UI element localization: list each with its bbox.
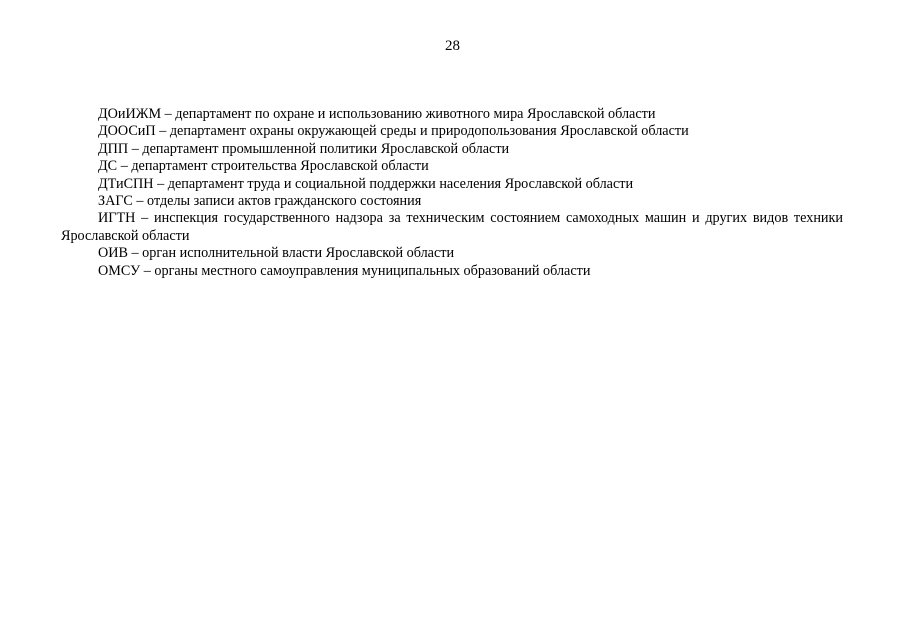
separator: – (128, 140, 143, 157)
abbreviation: ДПП (98, 140, 129, 157)
separator: – (140, 262, 155, 279)
abbreviation-entry (61, 210, 843, 245)
abbreviations-list (61, 106, 843, 280)
abbreviation: ИГТН (98, 210, 136, 227)
definition: органы местного самоуправления муниципальных образований области (154, 262, 591, 279)
abbreviation: ЗАГС (98, 193, 133, 210)
definition: департамент труда и социальной поддержки населения Ярославской области (167, 175, 634, 192)
definition: департамент охраны окружающей среды и природопользования Ярославской области (169, 123, 689, 140)
separator: – (135, 210, 155, 227)
abbreviation-entry (61, 193, 843, 210)
separator: – (164, 106, 176, 122)
definition: отделы записи актов гражданского состояния (147, 193, 422, 210)
abbreviation-entry (61, 141, 843, 158)
separator: – (127, 245, 143, 262)
abbreviation: ДОиИЖМ (98, 106, 165, 122)
abbreviation-entry (61, 106, 843, 123)
separator: – (132, 193, 148, 210)
abbreviation: ДТиСПН (98, 175, 154, 192)
definition: инспекция государственного надзора за техническим состоянием самоходных машин и других видов техники Ярославской области (61, 210, 843, 244)
definition: департамент по охране и использованию животного мира Ярославской области (175, 106, 656, 122)
separator: – (153, 175, 168, 192)
abbreviation-entry (61, 245, 843, 262)
definition: департамент промышленной политики Ярославской области (142, 140, 510, 157)
abbreviation-entry (61, 123, 843, 140)
definition: департамент строительства Ярославской области (131, 158, 429, 175)
abbreviation-entry (61, 263, 843, 280)
abbreviation: ДС (98, 158, 118, 175)
abbreviation: ДООСиП (98, 123, 156, 140)
definition: орган исполнительной власти Ярославской области (142, 245, 455, 262)
page-number: 28 (445, 38, 460, 54)
abbreviation-entry (61, 158, 843, 175)
abbreviation: ОМСУ (98, 262, 141, 279)
separator: – (117, 158, 132, 175)
abbreviation: ОИВ (98, 245, 128, 262)
separator: – (155, 123, 170, 140)
abbreviation-entry (61, 176, 843, 193)
